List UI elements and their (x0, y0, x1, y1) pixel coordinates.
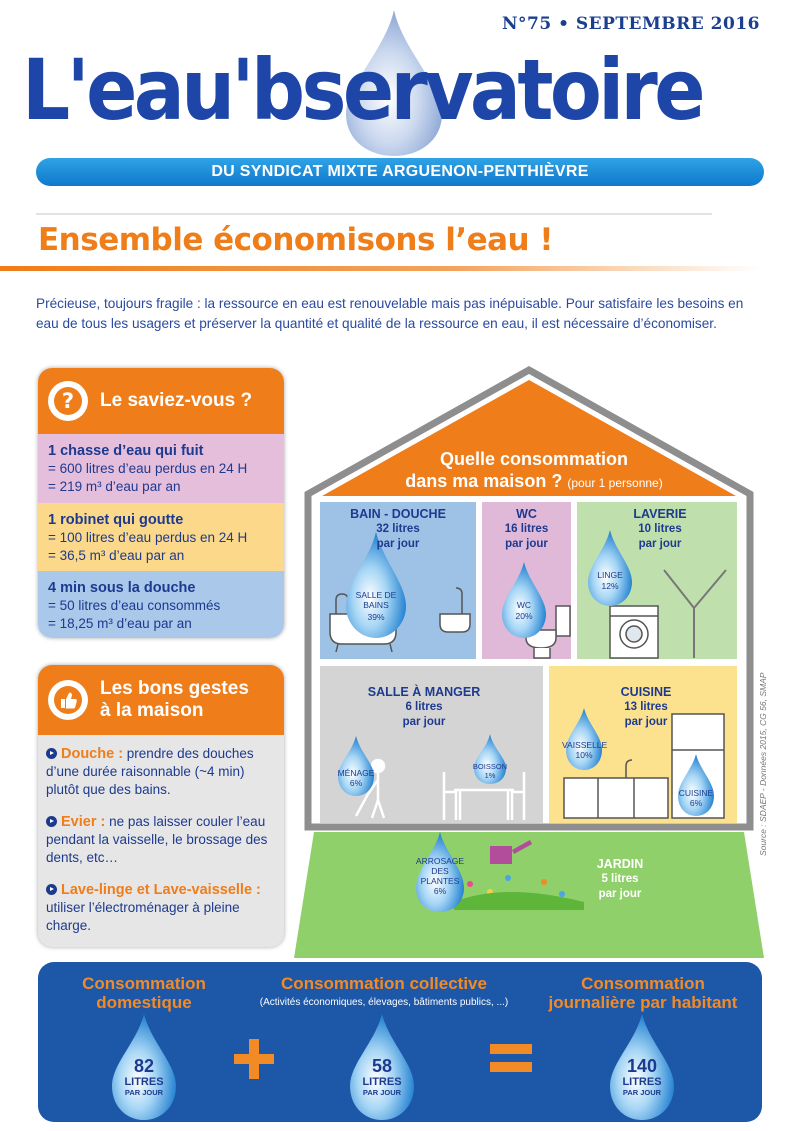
drop-text: ARROSAGE (415, 856, 465, 866)
drop-text: MÉNAGE (337, 768, 375, 778)
total-title: Consommation (581, 974, 705, 993)
masthead-title: L'eau'bservatoire (22, 41, 702, 139)
room-name: LAVERIE (633, 507, 687, 521)
total-title: journalière par habitant (548, 993, 738, 1012)
total-title: Consommation (82, 974, 206, 993)
drop-label (470, 762, 510, 792)
total-collective (224, 974, 544, 1008)
source-note: Source : SDAEP - Données 2015, CG 56, SMAP (758, 672, 768, 856)
drop-percent: 6% (349, 778, 363, 788)
total-unit: LITRES (362, 1076, 402, 1088)
room-name: JARDIN (596, 857, 644, 871)
total-value-domestique (112, 1056, 176, 1116)
fact-line: = 50 litres d’eau consommés (48, 598, 221, 613)
house-title-line: Quelle consommation (439, 449, 629, 469)
room-per-day: par jour (638, 538, 682, 550)
room-liters: 16 litres (504, 523, 549, 535)
fact-item (38, 434, 284, 503)
fact-title: 1 chasse d’eau qui fuit (48, 443, 204, 459)
drop-text: SALLE DE BAINS (355, 590, 397, 610)
room-per-day: par jour (376, 538, 420, 550)
room-cuisine (596, 684, 696, 730)
drop-text: BOISSON (472, 762, 508, 771)
drop-percent: 6% (433, 886, 447, 896)
total-value-collective (350, 1056, 414, 1116)
fact-line: = 600 litres d’eau perdus en 24 H (48, 461, 248, 476)
room-name: CUISINE (620, 685, 672, 699)
page-headline: Ensemble économisons l’eau ! (38, 222, 554, 258)
house-title-note: (pour 1 personne) (567, 476, 663, 490)
room-liters: 5 litres (601, 873, 639, 885)
fact-line: = 18,25 m³ d’eau par an (48, 616, 192, 631)
svg-text:?: ? (61, 389, 75, 413)
total-per: PAR JOUR (622, 1088, 662, 1097)
plus-icon (234, 1039, 274, 1079)
tip-key: Lave-linge et Lave-vaisselle : (61, 882, 261, 898)
drop-text: DES (431, 866, 449, 876)
tip-text: ne pas laisser couler l’eau pendant la vaisselle, le brossage des dents, etc… (46, 814, 268, 865)
fact-item (38, 503, 284, 571)
total-value: 140 (626, 1056, 658, 1076)
total-domestique (54, 974, 234, 1012)
total-subtitle: (Activités économiques, élevages, bâtiments publics, ...) (259, 997, 509, 1008)
tip-key: Evier : (61, 814, 106, 830)
drop-label (414, 856, 466, 906)
room-per-day: par jour (505, 538, 548, 550)
room-liters: 6 litres (405, 701, 443, 713)
total-habitant (538, 974, 748, 1012)
drop-text: CUISINE (678, 788, 714, 798)
total-title: domestique (96, 993, 192, 1012)
drop-label (502, 600, 546, 630)
divider (36, 213, 712, 215)
drop-text: VAISSELLE (562, 740, 608, 750)
room-per-day: par jour (598, 888, 642, 900)
drop-label (588, 570, 632, 600)
fact-line: = 219 m³ d’eau par an (48, 479, 181, 494)
total-value-habitant (610, 1056, 674, 1116)
drop-text: WC (516, 600, 532, 610)
drop-percent: 12% (601, 581, 619, 591)
room-name: SALLE À MANGER (367, 685, 481, 699)
tip-text: utiliser l’électroménager à pleine charge. (46, 900, 240, 933)
question-icon (48, 381, 88, 421)
total-per: PAR JOUR (362, 1088, 402, 1097)
total-value: 58 (371, 1056, 393, 1076)
drop-label (674, 788, 718, 818)
room-salle-a-manger (344, 684, 504, 730)
room-liters: 13 litres (624, 701, 668, 713)
total-title: Consommation collective (281, 974, 487, 993)
house-title (384, 448, 684, 494)
fact-title: 4 min sous la douche (48, 580, 196, 596)
arrow-bullet-icon (46, 884, 57, 895)
tip-item (46, 745, 276, 799)
masthead-subtitle: DU SYNDICAT MIXTE ARGUENON-PENTHIÈVRE (36, 158, 764, 186)
saviez-vous-panel (38, 368, 284, 638)
tip-item (46, 881, 276, 935)
total-per: PAR JOUR (124, 1088, 164, 1097)
drop-label (562, 740, 606, 770)
room-per-day: par jour (402, 716, 446, 728)
drop-percent: 10% (575, 750, 593, 760)
intro-paragraph: Précieuse, toujours fragile : la ressource en eau est renouvelable mais pas inépuisable. Pour satisfaire les besoins en eau de tous les usagers et préserver la quantité et qualité de la ressource en eau, il est nécessaire d’économiser. (36, 296, 744, 331)
issue-number: N°75 • SEPTEMBRE 2016 (501, 14, 760, 34)
drop-percent: 39% (367, 612, 385, 622)
consumption-summary (38, 962, 762, 1122)
tip-item (46, 813, 276, 867)
arrow-bullet-icon (46, 816, 57, 827)
room-liters: 32 litres (376, 523, 420, 535)
bons-gestes-header (38, 665, 284, 735)
room-name: WC (516, 507, 537, 521)
house-title-line: dans ma maison ? (405, 471, 563, 491)
drop-text: LINGE (597, 570, 623, 580)
drop-percent: 20% (515, 611, 533, 621)
room-jardin (580, 856, 660, 902)
fact-line: = 100 litres d’eau perdus en 24 H (48, 530, 248, 545)
bons-gestes-title: Les bons gestes (100, 678, 249, 699)
total-unit: LITRES (622, 1076, 662, 1088)
total-value: 82 (133, 1056, 155, 1076)
saviez-vous-title: Le saviez-vous ? (100, 390, 253, 411)
house-infographic (294, 362, 764, 958)
fact-item (38, 571, 284, 638)
total-unit: LITRES (124, 1076, 164, 1088)
drop-percent: 6% (689, 798, 703, 808)
fact-title: 1 robinet qui goutte (48, 512, 184, 528)
tip-key: Douche : (61, 746, 124, 762)
room-liters: 10 litres (638, 523, 682, 535)
thumbs-up-icon (48, 680, 88, 720)
room-per-day: par jour (624, 716, 668, 728)
drop-percent: 1% (484, 771, 496, 780)
drop-label (346, 590, 406, 630)
fact-line: = 36,5 m³ d’eau par an (48, 548, 185, 563)
room-laverie (610, 506, 710, 552)
bons-gestes-panel (38, 665, 284, 947)
room-wc (482, 506, 571, 552)
bons-gestes-title: à la maison (100, 700, 204, 721)
drop-label (334, 768, 378, 798)
room-bain-douche (320, 506, 476, 552)
room-name: BAIN - DOUCHE (350, 507, 446, 521)
equals-icon (490, 1044, 532, 1072)
arrow-bullet-icon (46, 748, 57, 759)
saviez-vous-header (38, 368, 284, 434)
tip-text: prendre des douches d’une durée raisonnable (~4 min) plutôt que des bains. (46, 746, 254, 797)
headline-underline (0, 266, 760, 271)
drop-text: PLANTES (420, 876, 460, 886)
